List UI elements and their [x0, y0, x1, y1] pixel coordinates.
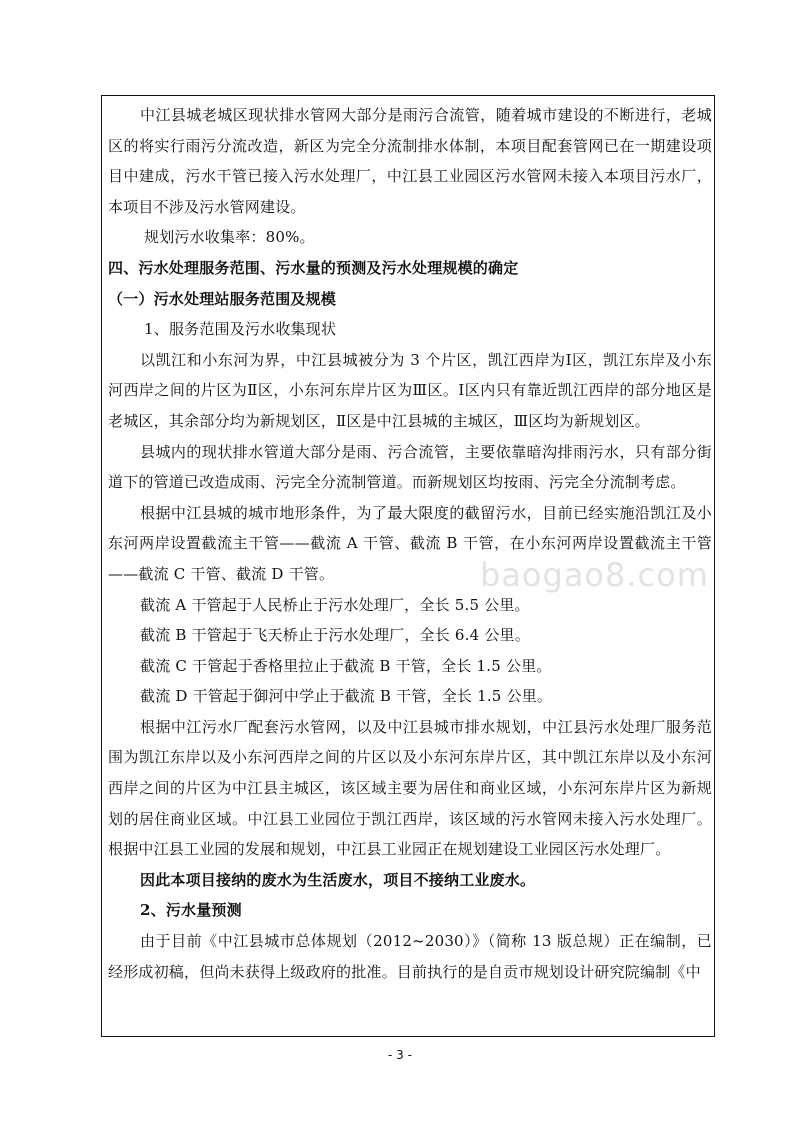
paragraph: 县城内的现状排水管道大部分是雨、污合流管，主要依靠暗沟排雨污水，只有部分街道下的管道已改造成雨、污完全分流制管道。而新规划区均按雨、污完全分流制考虑。 — [108, 442, 712, 492]
document-body — [108, 100, 712, 987]
item-heading: 2、污水量预测 — [140, 901, 242, 920]
paragraph: 根据中江污水厂配套污水管网，以及中江县城市排水规划，中江县污水处理厂服务范围为凯江东岸以及小东河西岸之间的片区以及小东河东岸片区，其中凯江东岸以及小东河西岸之间的片区为中江县主城区，该区域主要为居住和商业区域，小东河东岸片区为新规划的居住商业区域。中江县工业园位于凯江西岸，该区域的污水管网未接入污水处理厂。根据中江县工业园的发展和规划，中江县工业园正在规划建设工业园区污水处理厂。 — [108, 717, 712, 859]
item-heading: 1、服务范围及污水收集现状 — [144, 320, 337, 339]
paragraph: 以凯江和小东河为界，中江县城被分为 3 个片区，凯江西岸为Ⅰ区，凯江东岸及小东河西岸之间的片区为Ⅱ区，小东河东岸片区为Ⅲ区。Ⅰ区内只有靠近凯江西岸的部分地区是老城区，其余部分均为新规划区，Ⅱ区是中江县城的主城区，Ⅲ区均为新规划区。 — [108, 350, 712, 430]
paragraph: 截流 C 干管起于香格里拉止于截流 B 干管，全长 1.5 公里。 — [140, 656, 552, 675]
watermark: baogao8.com — [480, 556, 709, 594]
bold-statement: 因此本项目接纳的废水为生活废水，项目不接纳工业废水。 — [140, 870, 536, 889]
paragraph: 截流 B 干管起于飞天桥止于污水处理厂，全长 6.4 公里。 — [140, 626, 530, 645]
paragraph: 截流 D 干管起于御河中学止于截流 B 干管，全长 1.5 公里。 — [140, 687, 553, 706]
subsection-heading: （一）污水处理站服务范围及规模 — [108, 289, 337, 308]
paragraph: 规划污水收集率：80%。 — [144, 228, 315, 247]
paragraph: 中江县城老城区现状排水管网大部分是雨污合流管，随着城市建设的不断进行，老城区的将实行雨污分流改造，新区为完全分流制排水体制，本项目配套管网已在一期建设项目中建成，污水干管已接入污水处理厂，中江县工业园区污水管网未接入本项目污水厂，本项目不涉及污水管网建设。 — [108, 106, 712, 216]
section-heading: 四、污水处理服务范围、污水量的预测及污水处理规模的确定 — [108, 258, 519, 277]
page-number: - 3 - — [388, 1048, 412, 1062]
paragraph: 由于目前《中江县城市总体规划（2012~2030）》（简称 13 版总规）正在编制，已经形成初稿，但尚未获得上级政府的批准。目前执行的是自贡市规划设计研究院编制《中 — [108, 932, 712, 981]
paragraph: 截流 A 干管起于人民桥止于污水处理厂，全长 5.5 公里。 — [140, 595, 530, 614]
paragraph: 根据中江县城的城市地形条件，为了最大限度的截留污水，目前已经实施沿凯江及小东河两岸设置截流主干管——截流 A 干管、截流 B 干管，在小东河两岸设置截流主干管——截流 C 干管、截流 D 干管。 — [108, 503, 712, 583]
